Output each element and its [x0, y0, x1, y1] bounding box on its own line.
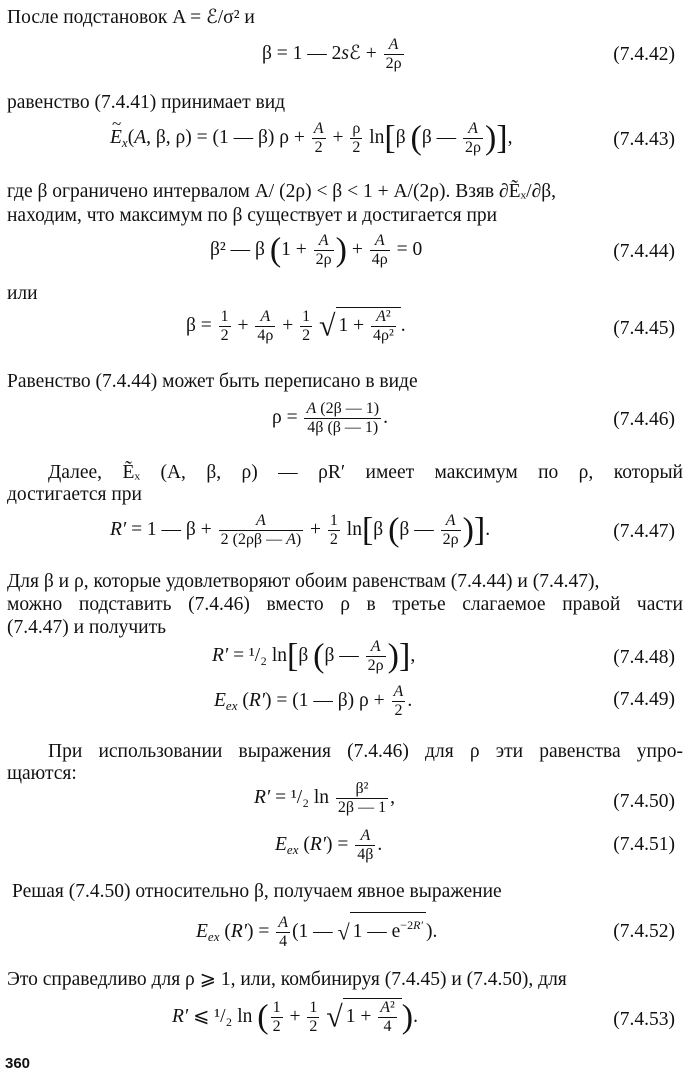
para-line-9: Решая (7.4.50) относительно β, получаем явное выражение: [12, 881, 502, 902]
eq-number-51: (7.4.51): [613, 834, 675, 855]
page-number: 360: [5, 1055, 31, 1072]
equation-7-4-52: $E_{ex}$ (R′) = $\frac{A}{4}$ (1 — √ 1 — $e^{-2R'}$ ).: [196, 912, 437, 951]
para-line-7c: (7.4.47) и получить: [7, 617, 166, 638]
para-line-3b: находим, что максимум по β существует и достигается при: [7, 205, 498, 226]
eq-number-47: (7.4.47): [613, 521, 675, 542]
para-line-6a: Далее, Ẽₓ (A, β, ρ) — ρR′ имеет максимум по ρ, который: [48, 462, 683, 483]
para-line-8a: При использовании выражения (7.4.46) для ρ эти равенства упро-: [48, 741, 683, 762]
eq-number-43: (7.4.43): [613, 129, 675, 150]
para-line-7b: можно подставить (7.4.46) вместо ρ в третье слагаемое правой части: [7, 594, 683, 615]
eq-number-42: (7.4.42): [613, 44, 675, 65]
equation-7-4-46: ρ = $\frac{A (2\beta — 1)}{4\beta (\beta — 1)}$ .: [272, 400, 388, 436]
equation-7-4-48: R′ = ¹/₂ ln[β (β — $\frac{A}{2\rho}$ )],: [212, 637, 416, 675]
equation-7-4-43: ~ $E_x(A$, β, ρ) = (1 — β) ρ + $\frac{A}{2}$ + $\frac{\rho}{2}$ ln[β (β — $\frac{A}{2\rho}$ )],: [110, 120, 513, 157]
eq-number-53: (7.4.53): [613, 1009, 675, 1030]
eq-number-49: (7.4.49): [613, 689, 675, 710]
equation-7-4-42: β = 1 — 2sℰ + $\frac{A}{2\rho}$: [262, 36, 402, 72]
para-line-1: После подстановок A = ℰ/σ² и: [7, 7, 255, 28]
para-line-5: Равенство (7.4.44) может быть переписано в виде: [7, 371, 418, 392]
equation-7-4-51: $E_{ex}$ (R′) = $\frac{A}{4\beta}$ .: [275, 827, 383, 863]
eq-number-46: (7.4.46): [613, 409, 675, 430]
para-line-6b: достигается при: [7, 484, 142, 505]
eq-number-52: (7.4.52): [613, 921, 675, 942]
eq-number-50: (7.4.50): [613, 791, 675, 812]
para-line-2: равенство (7.4.41) принимает вид: [7, 92, 286, 113]
eq-number-48: (7.4.48): [613, 647, 675, 668]
para-line-7a: Для β и ρ, которые удовлетворяют обоим равенствам (7.4.44) и (7.4.47),: [7, 571, 600, 592]
equation-7-4-45: β = $\frac{1}{2}$ + $\frac{A}{4\rho}$ + $\frac{1}{2}$ √ 1 + $\frac{\text{A²}}{\text{4ρ²}}$ .: [186, 308, 406, 344]
eq-number-44: (7.4.44): [613, 241, 675, 262]
equation-7-4-53: R′ ⩽ ¹/₂ ln ( $\frac{1}{2}$ + $\frac{1}{2}$ √ 1 + $\frac{\text{A²}}{4}$ ).: [172, 998, 418, 1036]
equation-7-4-49: $E_{ex}$ (R′) = (1 — β) ρ + $\frac{A}{2}$ .: [214, 683, 413, 719]
eq-number-45: (7.4.45): [613, 318, 675, 339]
para-line-3a: где β ограничено интервалом A/ (2ρ) < β < 1 + A/(2ρ). Взяв ∂Ẽₓ/∂β,: [7, 181, 557, 202]
para-line-8b: щаются:: [7, 763, 77, 784]
para-line-4: или: [7, 283, 38, 304]
equation-7-4-47: R′ = 1 — β + $\frac{A}{2 (2\rho\beta — A)}$ + $\frac{1}{2}$ ln[β (β — $\frac{A}{2\rho}$ )].: [110, 511, 491, 549]
equation-7-4-50: R′ = ¹/₂ ln $\frac{\text{β²}}{2\beta — 1}$ ,: [254, 780, 395, 816]
equation-7-4-44: β² — β (1 + $\frac{A}{2\rho}$ ) + $\frac{A}{4\rho}$ = 0: [210, 231, 423, 269]
para-line-10: Это справедливо для ρ ⩾ 1, или, комбинируя (7.4.45) и (7.4.50), для: [7, 969, 567, 990]
